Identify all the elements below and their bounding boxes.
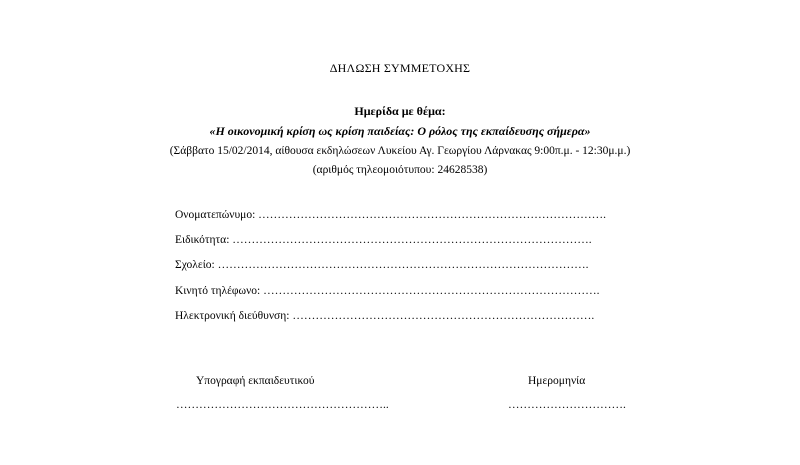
field-fill-line[interactable]: …………………………………………………………………………………. — [232, 234, 592, 246]
specialty-field[interactable] — [175, 234, 592, 246]
field-fill-line[interactable]: ……………………………………………………………………………. — [263, 285, 600, 297]
date-line[interactable]: …………………………. — [508, 399, 626, 411]
event-details: (Σάββατο 15/02/2014, αίθουσα εκδηλώσεων Λυκείου Αγ. Γεωργίου Λάρνακας 9:00π.μ. - 12:30μ.μ.) — [169, 145, 631, 157]
field-label: Κινητό τηλέφωνο: — [175, 285, 261, 297]
signature-label: Υπογραφή εκπαιδευτικού — [196, 375, 315, 387]
field-label: Ονοματεπώνυμο: — [175, 209, 256, 221]
field-fill-line[interactable]: ……………………………………………………………………………………. — [217, 259, 589, 271]
field-label: Ηλεκτρονική διεύθυνση: — [175, 310, 290, 322]
date-label: Ημερομηνία — [528, 375, 586, 387]
school-field[interactable] — [175, 259, 589, 271]
subject-title: «Η οικονομική κρίση ως κρίση παιδείας: Ο ρόλος της εκπαίδευσης σήμερα» — [209, 124, 591, 138]
document-title: ΔΗΛΩΣΗ ΣΥΜΜΕΤΟΧΗΣ — [329, 61, 471, 75]
email-field[interactable] — [175, 310, 594, 322]
field-fill-line[interactable]: ……………………………………………………………………. — [292, 310, 595, 322]
fax-number-line: (αριθμός τηλεομοιότυπου: 24628538) — [312, 164, 488, 176]
field-label: Σχολείο: — [175, 259, 215, 271]
mobile-phone-field[interactable] — [175, 285, 600, 297]
field-label: Ειδικότητα: — [175, 234, 230, 246]
full-name-field[interactable] — [175, 209, 606, 221]
subject-label: Ημερίδα με θέμα: — [354, 104, 446, 118]
signature-line[interactable]: ……………………………………………….. — [176, 399, 389, 411]
field-fill-line[interactable]: ………………………………………………………………………………. — [258, 209, 607, 221]
